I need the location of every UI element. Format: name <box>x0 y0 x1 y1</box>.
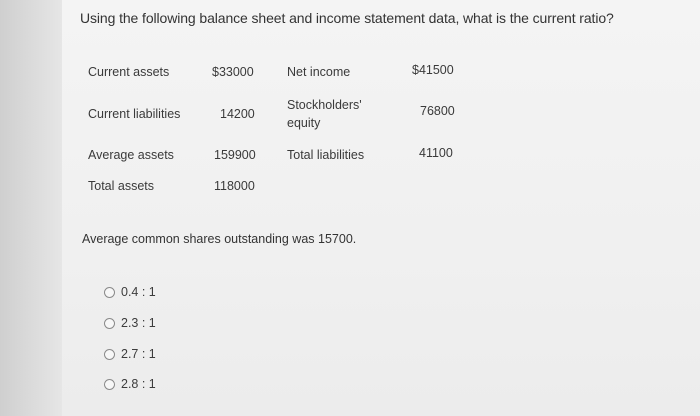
total-liabilities-value: 41100 <box>419 146 453 160</box>
current-assets-value: $33000 <box>212 65 254 79</box>
stockholders-equity-label: Stockholders' equity <box>287 98 362 130</box>
option-2-label: 2.3 : 1 <box>121 316 156 330</box>
question-text: Using the following balance sheet and income statement data, what is the current ratio? <box>80 10 614 26</box>
radio-icon[interactable] <box>104 287 115 298</box>
average-assets-value: 159900 <box>214 148 256 162</box>
option-1-label: 0.4 : 1 <box>121 285 156 299</box>
current-liabilities-value: 14200 <box>220 107 255 121</box>
option-2[interactable] <box>104 316 156 330</box>
shares-outstanding-note: Average common shares outstanding was 15700. <box>82 232 357 246</box>
background-strip <box>0 0 62 416</box>
option-3[interactable] <box>104 347 156 361</box>
question-card <box>62 0 700 416</box>
option-4-label: 2.8 : 1 <box>121 377 156 391</box>
option-3-label: 2.7 : 1 <box>121 347 156 361</box>
total-assets-label: Total assets <box>88 179 155 193</box>
radio-icon[interactable] <box>104 349 115 360</box>
current-assets-label: Current assets <box>88 65 170 79</box>
net-income-label: Net income <box>287 65 351 79</box>
net-income-value: $41500 <box>412 63 454 77</box>
current-liabilities-label: Current liabilities <box>88 107 181 121</box>
option-1[interactable] <box>104 285 156 299</box>
radio-icon[interactable] <box>104 379 115 390</box>
stockholders-equity-value: 76800 <box>420 104 455 118</box>
radio-icon[interactable] <box>104 318 115 329</box>
total-liabilities-label: Total liabilities <box>287 148 365 162</box>
total-assets-value: 118000 <box>214 179 255 193</box>
option-4[interactable] <box>104 377 156 391</box>
average-assets-label: Average assets <box>88 148 174 162</box>
